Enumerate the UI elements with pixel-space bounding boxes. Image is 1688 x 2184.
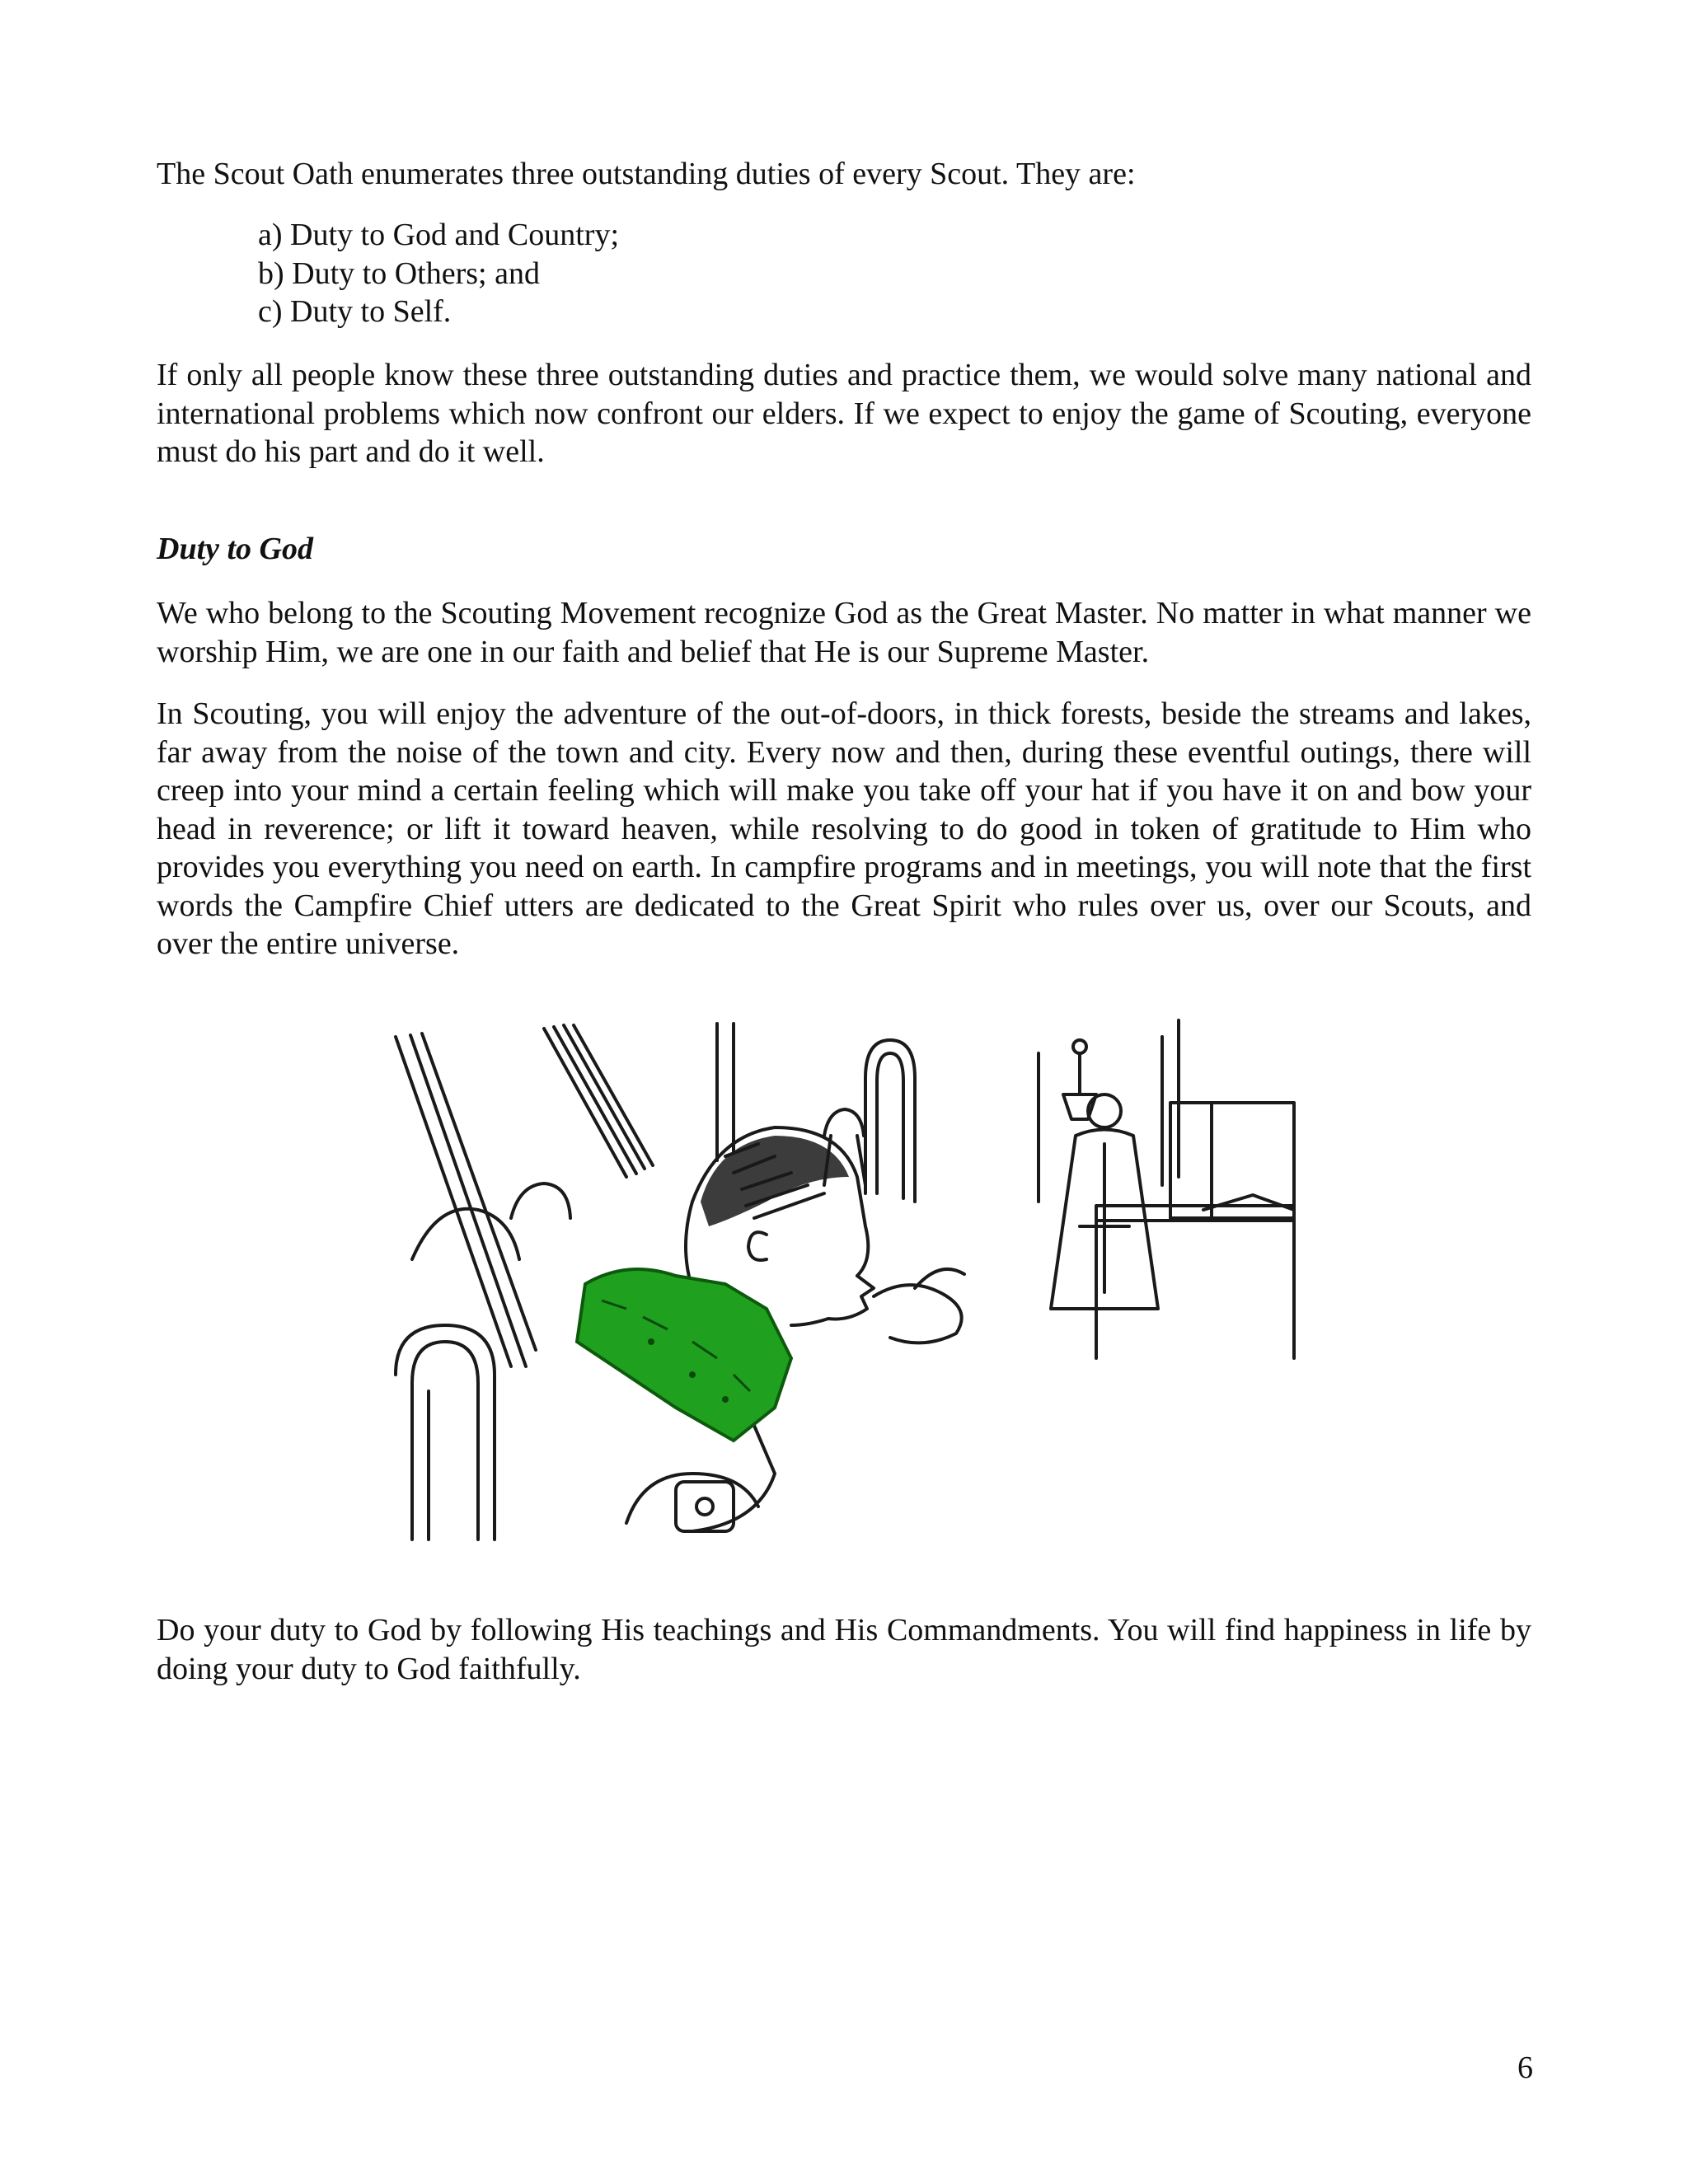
body-paragraph-1: If only all people know these three outstanding duties and practice them, we would solve many national and international problems which now confront our elders. If we expect to enjoy the game of Scouting, everyone must do his part and do it well. — [157, 358, 1531, 469]
intro-paragraph: The Scout Oath enumerates three outstanding duties of every Scout. They are: — [157, 157, 1136, 191]
duties-list — [258, 216, 619, 331]
body-paragraph-4: Do your duty to God by following His teachings and His Commandments. You will find happiness in life by doing your duty to God faithfully. — [157, 1613, 1531, 1686]
body-paragraph-3: In Scouting, you will enjoy the adventure of the out-of-doors, in thick forests, beside the streams and lakes, far away from the noise of the town and city. Every now and then, during these eventful outings, there will creep into your mind a certain feeling which will make you take off your hat if you have it on and bow your head in reverence; or lift it toward heaven, while resolving to do good in token of gratitude to Him who provides you everything you need on earth. In campfire programs and in meetings, you will note that the first words the Campfire Chief utters are dedicated to the Great Spirit who rules over us, over our Scouts, and over the entire universe. — [157, 696, 1531, 961]
body-paragraph-2: We who belong to the Scouting Movement recognize God as the Great Master. No matter in what manner we worship Him, we are one in our faith and belief that He is our Supreme Master. — [157, 596, 1531, 669]
list-item: b) Duty to Others; and — [258, 255, 540, 291]
neckerchief-shape — [577, 1269, 791, 1441]
scout-praying-illustration — [379, 1012, 1319, 1548]
page-number: 6 — [1517, 2050, 1533, 2085]
list-item: c) Duty to Self. — [258, 294, 452, 329]
section-heading: Duty to God — [157, 532, 313, 566]
list-item: a) Duty to God and Country; — [258, 218, 620, 252]
